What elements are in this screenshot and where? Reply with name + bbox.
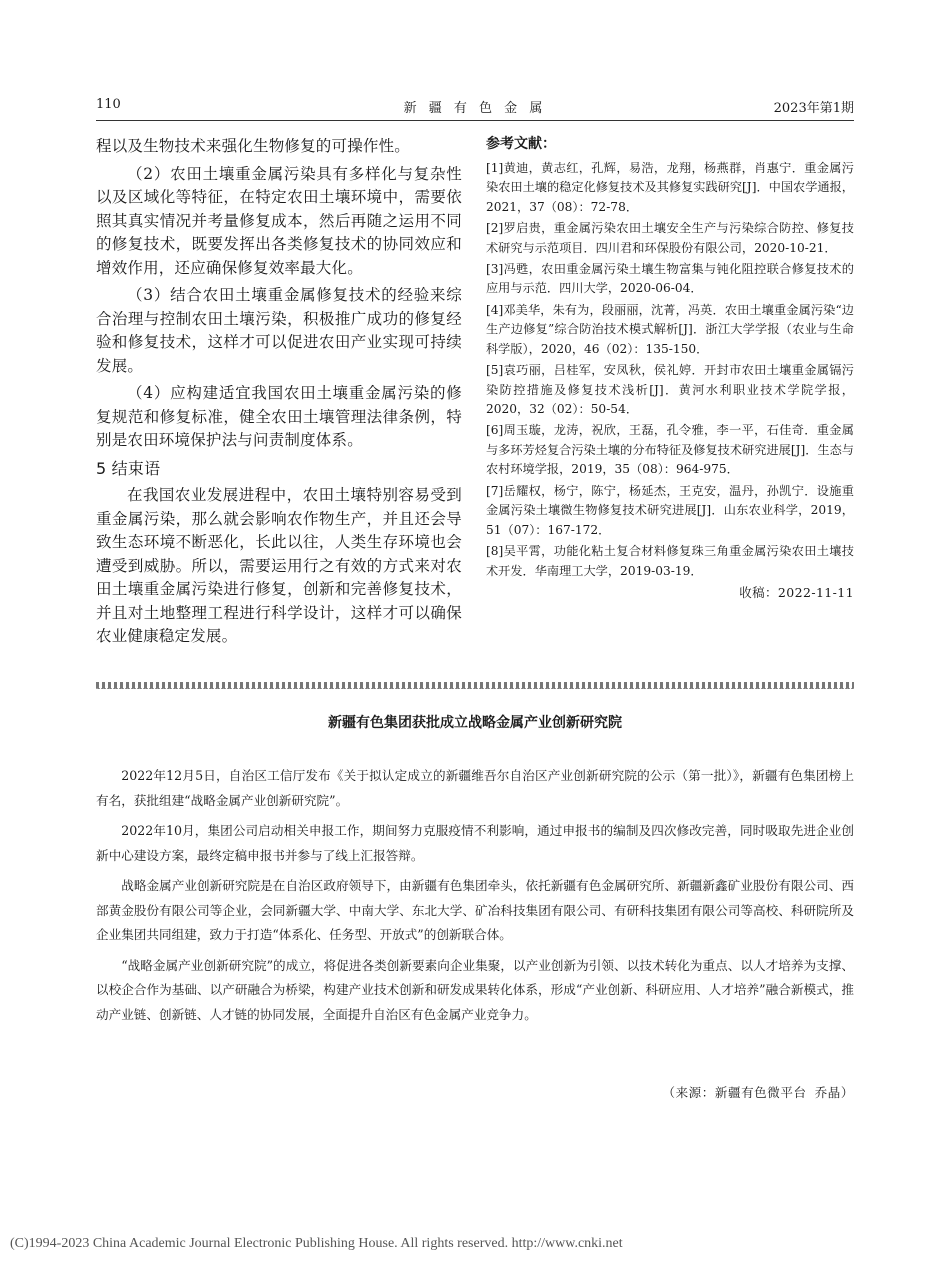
news-paragraph: 2022年10月，集团公司启动相关申报工作，期间努力克服疫情不利影响，通过申报书的编制及四次修改完善，同时吸取先进企业创新中心建设方案，最终定稿申报书并参与了线上汇报答辩。: [96, 823, 854, 863]
reference-item: [5]袁巧丽，吕桂军，安凤秋，侯礼婷．开封市农田土壤重金属镉污染防控措施及修复技术浅析[J]．黄河水利职业技术学院学报，2020，32（02）：50-54．: [486, 362, 854, 417]
reference-item: [3]冯甦，农田重金属污染土壤生物富集与钝化阻控联合修复技术的应用与示范．四川大学，2020-06-04．: [486, 261, 854, 296]
reference-item: [4]邓美华，朱有为，段丽丽，沈菁，冯英．农田土壤重金属污染“边生产边修复”综合防治技术模式解析[J]．浙江大学学报（农业与生命科学版），2020，46（02）：135-150．: [486, 302, 854, 356]
copyright-footer: (C)1994-2023 China Academic Journal Electronic Publishing House. All rights reserved. http://www.cnki.net: [10, 1236, 623, 1251]
reference-item: [7]岳耀权，杨宁，陈宁，杨延杰，王克安，温丹，孙凯宁．设施重金属污染土壤微生物修复技术研究进展[J]．山东农业科学，2019，51（07）：167-172．: [486, 483, 854, 537]
section-heading-conclusion: 5 结束语: [96, 458, 161, 478]
conclusion-paragraph: 在我国农业发展进程中，农田土壤特别容易受到重金属污染，那么就会影响农作物生产，并且还会导致生态环境不断恶化，长此以往，人类生存环境也会遭受到威胁。所以，需要运用行之有效的方式来对农田土壤重金属污染进行修复，创新和完善修复技术，并且对土地整理工程进行科学设计，这样才可以确保农业健康稳定发展。: [96, 486, 462, 645]
journal-title: 新 疆 有 色 金 属: [403, 101, 547, 116]
news-body: [96, 764, 854, 1033]
reference-item: [6]周玉璇，龙涛，祝欣，王磊，孔令雅，李一平，石佳奇．重金属与多环芳烃复合污染土壤的分布特征及修复技术研究进展[J]．生态与农村环境学报，2019，35（08）：964-975．: [486, 423, 854, 477]
reference-item: [8]吴平霄，功能化粘土复合材料修复珠三角重金属污染农田土壤技术开发．华南理工大学，2019-03-19．: [486, 544, 854, 578]
news-title: 新疆有色集团获批成立战略金属产业创新研究院: [328, 715, 622, 731]
decorative-divider: [96, 682, 854, 689]
news-paragraph: “战略金属产业创新研究院”的成立，将促进各类创新要素向企业集聚，以产业创新为引领、以技术转化为重点、以人才培养为支撑、以校企合作为基础、以产研融合为桥梁，构建产业技术创新和研发成果转化体系，形成“产业创新、科研应用、人才培养”融合新模式，推动产业链、创新链、人才链的协同发展，全面提升自治区有色金属产业竞争力。: [96, 957, 854, 1022]
paragraph-point-2: （2）农田土壤重金属污染具有多样化与复杂性以及区域化等特征，在特定农田土壤环境中，需要依照其真实情况并考量修复成本，然后再随之运用不同的修复技术，既要发挥出各类修复技术的协同效应和增效作用，还应确保修复效率最大化。: [96, 164, 462, 277]
header-rule: [96, 120, 854, 121]
paragraph-point-3: （3）结合农田土壤重金属修复技术的经验来综合治理与控制农田土壤污染，积极推广成功的修复经验和修复技术，这样才可以促进农田产业实现可持续发展。: [96, 286, 462, 375]
page-number: 110: [96, 97, 121, 112]
reference-item: [2]罗启贵，重金属污染农田土壤安全生产与污染综合防控、修复技术研究与示范项目．四川君和环保股份有限公司，2020-10-21．: [486, 220, 854, 255]
references-title: 参考文献：: [486, 136, 556, 152]
left-column: [96, 135, 462, 653]
running-header: [96, 97, 854, 119]
news-paragraph: 2022年12月5日，自治区工信厅发布《关于拟认定成立的新疆维吾尔自治区产业创新研究院的公示（第一批）》，新疆有色集团榜上有名，获批组建“战略金属产业创新研究院”。: [96, 768, 854, 808]
references-column: [486, 135, 854, 603]
paragraph-point-4: （4）应构建适宜我国农田土壤重金属污染的修复规范和修复标准，健全农田土壤管理法律条例，特别是农田环境保护法与问责制度体系。: [96, 384, 462, 449]
news-source: （来源：新疆有色微平台 乔晶）: [662, 1085, 854, 1100]
news-paragraph: 战略金属产业创新研究院是在自治区政府领导下，由新疆有色集团牵头，依托新疆有色金属研究所、新疆新鑫矿业股份有限公司、西部黄金股份有限公司等企业，会同新疆大学、中南大学、东北大学、矿冶科技集团有限公司、有研科技集团有限公司等高校、科研院所及企业集团共同组建，致力于打造“体系化、任务型、开放式”的创新联合体。: [96, 878, 854, 942]
reference-item: [1]黄迪，黄志红，孔辉，易浩，龙翔，杨燕群，肖惠宁．重金属污染农田土壤的稳定化修复技术及其修复实践研究[J]．中国农学通报，2021，37（08）：72-78．: [486, 160, 854, 214]
received-date: 收稿：2022-11-11: [739, 585, 854, 601]
paragraph-continued: 程以及生物技术来强化生物修复的可操作性。: [96, 137, 411, 155]
issue-label: 2023年第1期: [773, 101, 854, 116]
